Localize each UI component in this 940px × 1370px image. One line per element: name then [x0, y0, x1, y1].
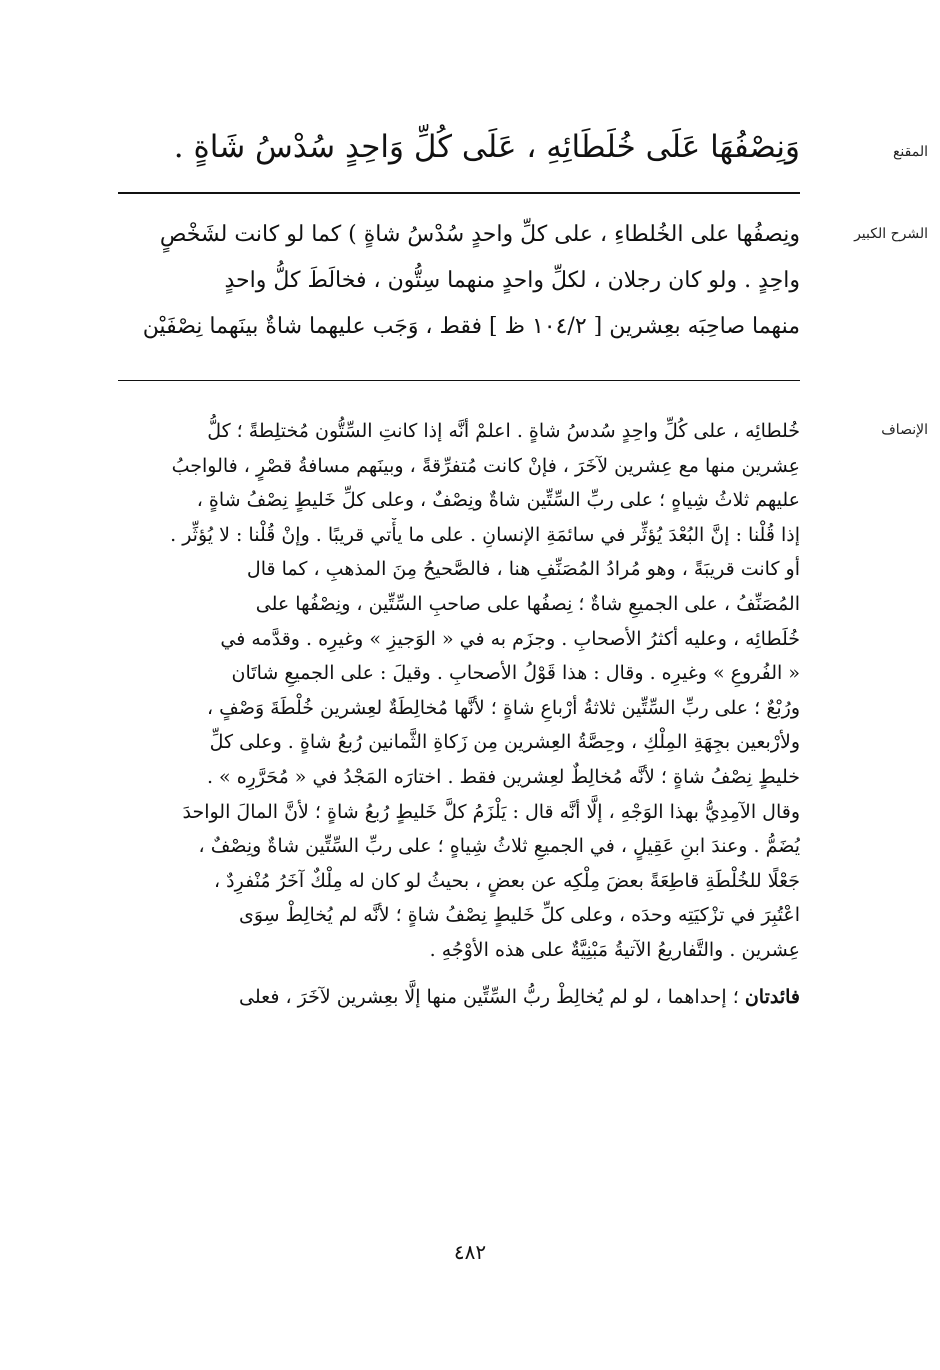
page-number: ٤٨٢ [453, 1240, 487, 1264]
text-line: أو كانت قريبَةً ، وهو مُرادُ المُصَنِّفِ هنا ، فالصَّحيحُ مِنَ المذهبِ ، كما قال [246, 558, 800, 581]
section-label-sharh: الشرح الكبير [854, 226, 928, 242]
text-line: اعْتُبِرَ في تزْكيَتِه وحدَه ، وعلى كلِّ خَليطٍ نِصْفُ شاةٍ ؛ لأنَّه لم يُخالِطْ سِوَى [238, 904, 800, 927]
text-line: عِشرين منها مع عِشرين لآخَرَ ، فإنْ كانت مُتفرِّقةً ، وبينَهم مسافةُ قصْرٍ ، فالواجبُ [171, 454, 800, 477]
text-line: عِشرين . والتَّفاريعُ الآتيةُ مَبْنِيَّةٌ على هذه الأوْجُهِ . [429, 938, 800, 961]
muqni-text [118, 122, 800, 172]
text-line: إذا قُلْنا : إنَّ البُعْدَ يُؤثِّر في سائمَةِ الإنسانِ . على ما يأْتي قريبًا . وإنْ قُلْنا : لا يُؤثِّر . [170, 523, 800, 546]
text-line: منهما صاحِبَه بعِشرين [ ١٠٤/٢ ظ ] فقط ، وَجَب عليهما شاةٌ بينَهما نِصْفَيْن [142, 314, 800, 339]
text-line: وَنِصْفُهَا عَلَى خُلَطَائِهِ ، عَلَى كُلِّ وَاحِدٍ سُدْسُ شَاةٍ . [173, 129, 800, 165]
fawaid-line [118, 980, 800, 1015]
text-line: جَعْلًا للخُلْطَةِ قاطِعَةً بعضَ مِلْكِه عن بعضٍ ، بحيثُ لو كان له مِلْكٌ آخَرُ مُنْفرِدٌ ، [213, 869, 800, 892]
section-label-muqni: المقنع [892, 144, 928, 160]
text-line: ورُبْعٌ ؛ على ربِّ السِّتِّين ثلاثةُ أرْباعِ شاةٍ ؛ لأنَّها مُخالِطَةٌ لعِشرين خُلْطَةَ وَصْفٍ ، [206, 696, 800, 719]
section-label-insaf: الإنصاف [881, 422, 928, 438]
text-line: عليهم ثلاثُ شِياهٍ ؛ على ربِّ السِّتِّين شاةٌ ونِصْفٌ ، وعلى كلِّ خَليطٍ نِصْفُ شاةٍ ، [196, 489, 800, 512]
sharh-text [118, 212, 800, 350]
text-line: خُلَطائِه ، وعليه أكثرُ الأصحابِ . وجزَم به في « الوَجيزِ » وغيرِه . وقدَّمه في [220, 627, 800, 650]
section-divider [118, 380, 800, 381]
insaf-text [118, 414, 800, 1014]
text-line: ولأرْبعين بجِهَةِ المِلْكِ ، وحِصَّةُ العِشرين مِن زَكاةِ الثَّمانين رُبعُ شاةٍ . وعلى كلِّ [209, 731, 800, 754]
text-line: وقال الآمِدِيُّ بهذا الوَجْهِ ، إلَّا أنَّه قال : يَلْزَمُ كلَّ خَليطٍ رُبعُ شاةٍ ؛ لأنَّ المالَ الواحدَ [182, 800, 800, 823]
fawaid-text: ؛ إحداهما ، لو لم يُخالِطْ ربُّ السِّتِّين منها إلَّا بعِشرين لآخَرَ ، فعلى [239, 985, 745, 1008]
fawaid-heading: فائدتان [744, 985, 800, 1008]
text-line: المُصَنِّفُ ، على الجميعِ شاةٌ ؛ نِصفُها على صاحبِ السِّتِّين ، ونِصْفُها على [255, 592, 800, 615]
text-line: خُلطائِه ، على كُلِّ واحِدٍ سُدسُ شاةٍ . اعلمْ أنَّه إذا كانتِ السِّتُّون مُختلِطةً ؛ كلُّ [207, 420, 800, 442]
text-line: خليطٍ نِصْفُ شاةٍ ؛ لأنَّه مُخالِطٌ لعِشرين فقط . اختارَه المَجْدُ في « مُحَرَّرِه » . [206, 765, 800, 788]
text-line: يُضَمُّ . وعندَ ابنِ عَقِيلٍ ، في الجميعِ ثلاثُ شِياهٍ ؛ على ربِّ السِّتِّين شاةٌ ونِصْفٌ ، [198, 835, 800, 858]
text-line: ونِصفُها على الخُلطاءِ ، على كلِّ واحدٍ سُدْسُ شاةٍ ) كما لو كانت لشَخْصٍ [159, 222, 800, 247]
section-divider [118, 192, 800, 194]
text-line: واحِدٍ . ولو كان رجلان ، لكلِّ واحدٍ منهما سِتُّون ، فخالَطَ كلُّ واحدٍ [224, 268, 800, 293]
text-line: « الفُروعِ » وغيرِه . وقال : هذا قَوْلُ الأصحابِ . وقيلَ : على الجميعِ شاتَان [231, 662, 800, 685]
